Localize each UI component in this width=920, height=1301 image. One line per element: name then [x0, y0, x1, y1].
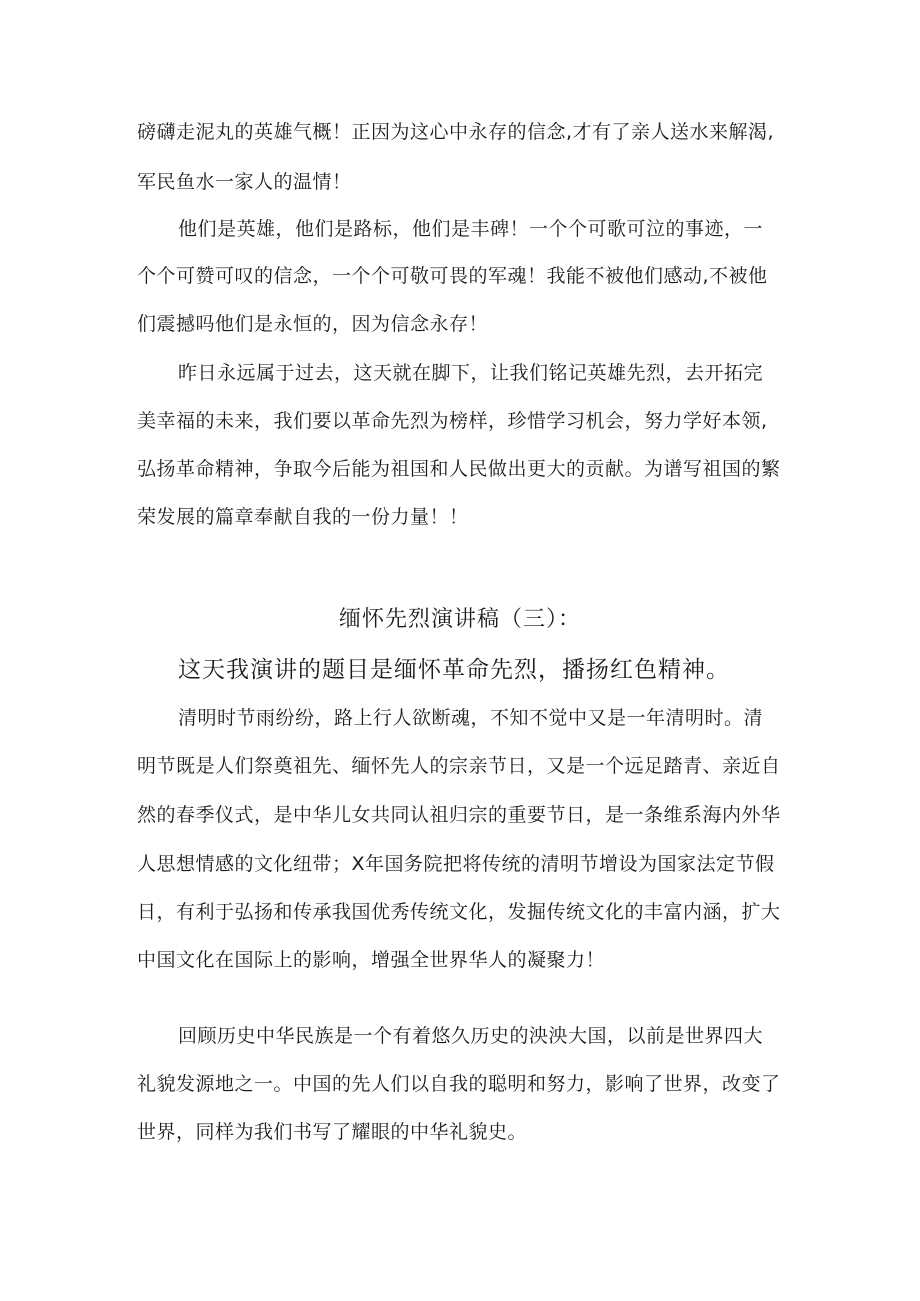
paragraph-line: 中国文化在国际上的影响，增强全世界华人的凝聚力！: [137, 949, 606, 971]
paragraph-line: 个个可赞可叹的信念，一个个可敬可畏的军魂！我能不被他们感动,不被他: [137, 265, 768, 287]
section-subtitle: 这天我演讲的题目是缅怀革命先烈，播扬红色精神。: [178, 657, 730, 683]
section-title: 缅怀先烈演讲稿（三）：: [338, 607, 581, 632]
paragraph-line: 日，有利于弘扬和传承我国优秀传统文化，发掘传统文化的丰富内涵，扩大: [137, 901, 781, 923]
paragraph-line: 们震撼吗他们是永恒的，因为信念永存！: [137, 313, 489, 335]
paragraph-line: 昨日永远属于过去，这天就在脚下，让我们铭记英雄先烈，去开拓完: [178, 362, 764, 384]
paragraph-line: 荣发展的篇章奉献自我的一份力量！！: [137, 506, 469, 528]
paragraph-line: 美幸福的未来，我们要以革命先烈为榜样，珍惜学习机会，努力学好本领,: [137, 410, 768, 432]
paragraph-line: 军民鱼水一家人的温情！: [137, 171, 352, 193]
paragraph-line: 清明时节雨纷纷，路上行人欲断魂，不知不觉中又是一年清明时。清: [178, 707, 764, 729]
paragraph-line: 明节既是人们祭奠祖先、缅怀先人的宗亲节日，又是一个远足踏青、亲近自: [137, 755, 781, 777]
paragraph-line: 磅礴走泥丸的英雄气概！正因为这心中永存的信念,才有了亲人送水来解渴,: [137, 121, 775, 143]
paragraph-line: 回顾历史中华民族是一个有着悠久历史的泱泱大国，以前是世界四大: [178, 1025, 764, 1047]
paragraph-line: 人思想情感的文化纽带；X年国务院把将传统的清明节增设为国家法定节假: [137, 853, 775, 875]
paragraph-line: 弘扬革命精神，争取今后能为祖国和人民做出更大的贡献。为谱写祖国的繁: [137, 458, 781, 480]
paragraph-line: 世界，同样为我们书写了耀眼的中华礼貌史。: [137, 1121, 528, 1143]
paragraph-line: 他们是英雄，他们是路标，他们是丰碑！一个个可歌可泣的事迹，一: [178, 218, 764, 240]
paragraph-line: 礼貌发源地之一。中国的先人们以自我的聪明和努力，影响了世界，改变了: [137, 1073, 781, 1095]
paragraph-line: 然的春季仪式，是中华儿女共同认祖归宗的重要节日，是一条维系海内外华: [137, 804, 781, 826]
